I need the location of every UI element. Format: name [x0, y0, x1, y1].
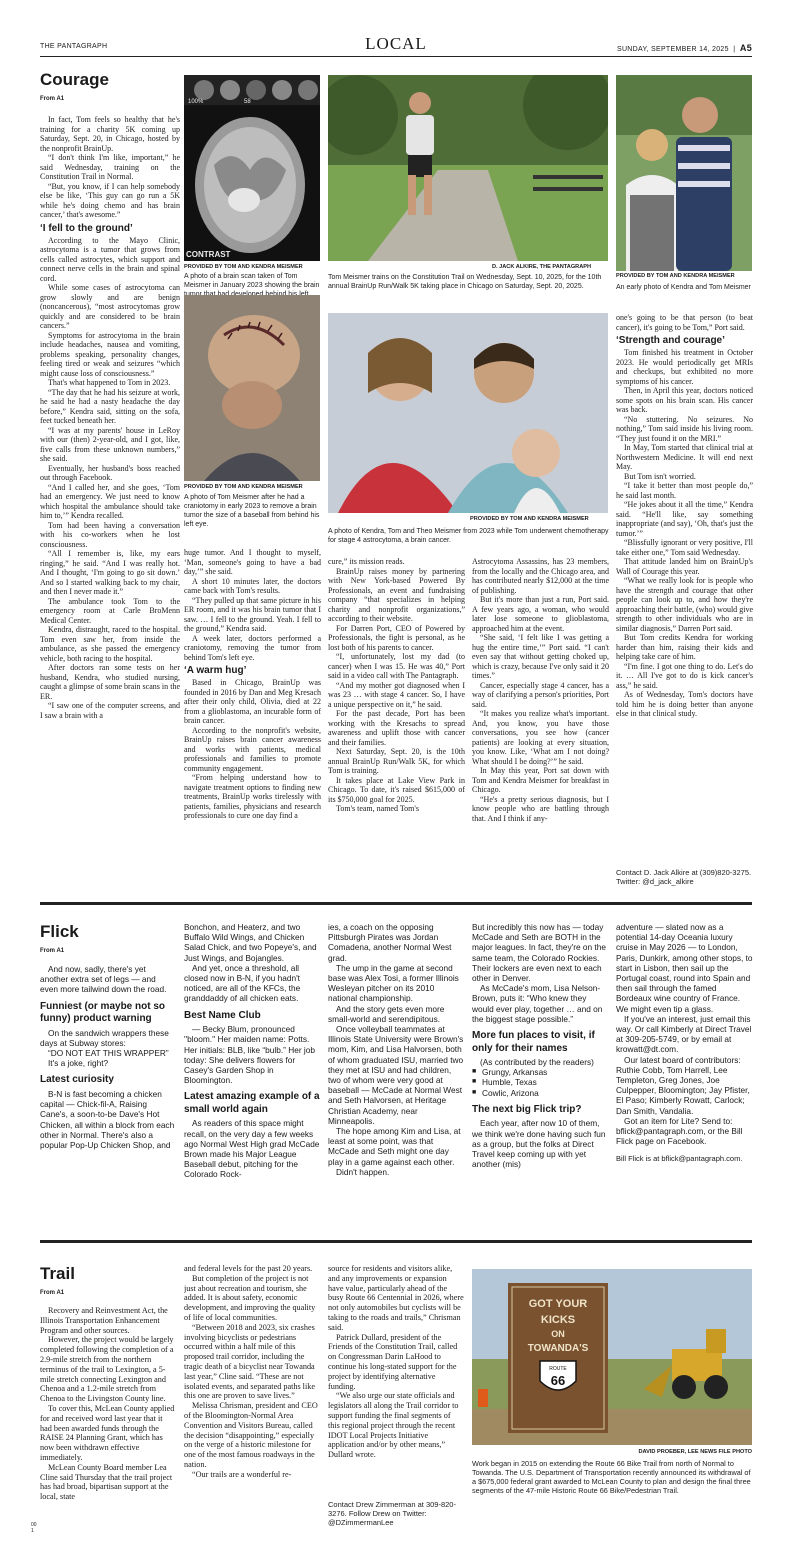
flick-col-2	[184, 922, 320, 1234]
paragraph: A short 10 minutes later, the doctors came back with Tom's results.	[184, 576, 321, 595]
courage-col-5	[616, 313, 753, 863]
paragraph: Tom's team, named Tom's	[336, 804, 419, 813]
paragraph: Astrocytoma Assassins, has 23 members, from the locally and the Chicago area, and has contributed nearly $12,000 at the time of publishing.	[472, 557, 609, 595]
paragraph: cure,” its mission reads.	[328, 557, 405, 566]
paragraph: — Becky Blum, pronounced ''bloom.'' Her maiden name: Potts. Her initials: BLB, like “bulb.” Her job today: She delivers flowers for Casey's Garden Shop in Bloomington.	[184, 1024, 315, 1086]
paragraph: “What we really look for is people who have the strength and courage that other people can look up to, and how they're approaching their battle, (who) would give strength to other individuals who are in similar diagnosis,” Darren Port said.	[616, 576, 753, 633]
paragraph: “She said, ‘I felt like I was getting a hug the entire time,’” Port said. “I can't even say that without getting choked up, which is crazy, because I've only said it 20 times.”	[472, 633, 609, 680]
surgery-photo	[184, 295, 320, 481]
paragraph: “We also urge our state officials and legislators all along the Trail corridor to support funding the final segments of this regional project through the recent IDOT Local Projects Initiative application and/or by other means,” Dullard wrote.	[328, 1391, 459, 1460]
paragraph: “I saw one of the computer screens, and I saw a brain with a	[40, 701, 180, 720]
photo-credit: DAVID PROEBER, LEE NEWS FILE PHOTO	[638, 1449, 752, 1455]
paragraph: “And I called her, and she goes, ‘Tom had an emergency. We just need to know which hospital the ambulance should take him to,’” Kendra recalled.	[40, 482, 180, 520]
courage-title: Courage	[40, 70, 109, 89]
sign-text: TOWANDA'S	[527, 1343, 589, 1354]
paragraph: “I'm fine. I got one thing to do. Let's do it. … All I've got to do is kick cancer's ass,” he said.	[616, 661, 753, 690]
paragraph: “Between 2018 and 2023, six crashes involving bicyclists or pedestrians occurred within a half mile of this proposed trail corridor, including the tragic death of a bicyclist near Towanda last year,” Cline said. “These are not isolated events, and separated paths like this one are proven to save lives.”	[184, 1322, 315, 1401]
paragraph: Then, in April this year, doctors noticed some spots on his brain scan. His cancer was back.	[616, 386, 753, 414]
paragraph: McLean County Board member Lea Cline said Thursday that the trail project has had broad, bipartisan support at the local, state	[40, 1462, 173, 1502]
scan-label: 100%	[188, 99, 204, 105]
paragraph: “No stuttering. No seizures. No nothing,” Tom said inside his living room. “They just found it on the MRI.”	[616, 414, 753, 443]
paragraph: The ambulance took Tom to the emergency room at Carle BroMenn Medical Center.	[40, 596, 180, 625]
subhead: ‘Strength and courage’	[616, 335, 725, 346]
trail-col-3	[328, 1264, 464, 1494]
photo-caption: Work began in 2015 on extending the Route 66 Bike Trail from north of Normal to Towanda. The U.S. Department of Transportation recently announced its withdrawal of a $675,000 federal grant awarded to McLean County to plan and design the final three segments of the 47-mile Historic Route 66 Bike/Pedestrian Trail.	[472, 1459, 751, 1495]
paragraph: one's going to be that person (to beat cancer), it's going to be Tom,” Port said.	[616, 313, 753, 332]
paragraph: If you've an interest, just email this way. Or call Kimberly at Direct Travel at 309-205-5749, or by email at krowatt@dt.com.	[616, 1013, 752, 1055]
paragraph: Didn't happen.	[336, 1166, 390, 1177]
paragraph: To cover this, McLean County applied for and received word last year that it had been awarded funds through the RAISE 24 Planning Grant, which has now been withdrawn effective immediately.	[40, 1403, 175, 1462]
paragraph: “They pulled up that same picture in his ER room, and it was his brain tumor that I saw. … I fell to the ground. Yeah. I fell to the ground,” Kendra said.	[184, 595, 321, 633]
paragraph: And the story gets even more small-world and serendipitous.	[328, 1003, 445, 1024]
paragraph: But completion of the project is not just about recreation and tourism, she added. It is about safety, economic development, and improving the quality of life of local communities.	[184, 1273, 316, 1322]
paragraph: Based in Chicago, BrainUp was founded in 2016 by Dan and Meg Kresach after their only child, Olivia, died at 22 from a glioblastoma, an incurable form of brain cancer.	[184, 678, 321, 725]
paragraph: Each year, after now 10 of them, we think we're done having such fun as a group, but the folks at Direct Travel keep coming up with yet another (mis)	[472, 1118, 606, 1170]
paragraph: After doctors ran some tests on her husband, Kendra, who studied nursing, caught a glimpse of some brain scans in the ER.	[40, 663, 180, 701]
sign-text: GOT YOUR	[528, 1298, 588, 1310]
paragraph: According to the Mayo Clinic, astrocytoma is a tumor that grows from cells called astrocytes, which support and connect nerve cells in the brain and spinal cord.	[40, 235, 180, 283]
subhead: More fun places to visit, if only for their names	[472, 1030, 595, 1054]
paragraph: But incredibly this now has — today McCade and Seth are BOTH in the major leagues. In fact, they're on the same team, the Colorado Rockies. Their lockers are even next to each other in Denver.	[472, 922, 606, 984]
places-list	[472, 1067, 608, 1098]
section-rule	[40, 1240, 752, 1243]
paragraph: The ump in the game at second base was Alex Tosi, a former Illinois Wesleyan pitcher on its 2010 national championship.	[328, 962, 459, 1004]
paragraph: For Darren Port, CEO of Powered by Professionals, the fight is personal, as he lost both of his parents to cancer.	[328, 623, 465, 652]
paragraph: “He's a pretty serious diagnosis, but I know people who are battling through that. And I think if any-	[472, 794, 609, 823]
paragraph: It takes place at Lake View Park in Chicago. To date, it's raised $615,000 of its $750,000 goal for 2025.	[328, 775, 465, 804]
paragraph: ies, a coach on the opposing Pittsburgh Pirates was Jordan Comadena, another Normal West grad.	[328, 922, 452, 963]
paragraph: That attitude landed him on BrainUp's Wall of Courage this year.	[616, 557, 753, 576]
paragraph: In May, Tom started that clinical trial at Northwestern Medicine. It will end next May.	[616, 443, 753, 471]
paragraph: As readers of this space might recall, on the very day a few weeks ago Normal West High grad McCade Brown made his Major League Baseball debut, pitching for the Colorado Rock-	[184, 1118, 320, 1180]
paragraph: “DO NOT EAT THIS WRAPPER”	[48, 1048, 169, 1059]
photo-credit: D. JACK ALKIRE, THE PANTAGRAPH	[492, 264, 592, 270]
list-item: ■ Grungy, Arkansas	[472, 1067, 608, 1077]
signoff: Bill Flick is at bflick@pantagraph.com.	[616, 1154, 743, 1164]
trail-title: Trail	[40, 1264, 75, 1283]
date-page: SUNDAY, SEPTEMBER 14, 2025 | A5	[616, 43, 752, 53]
paragraph: “I take it better than most people do,” he said last month.	[616, 481, 753, 500]
photo-caption: An early photo of Kendra and Tom Meismer	[616, 284, 751, 291]
subhead: The next big Flick trip?	[472, 1103, 582, 1115]
paragraph: Cancer, especially stage 4 cancer, has a way of clarifying a person's priorities, Port said.	[472, 680, 609, 709]
courage-from: From A1	[40, 96, 65, 102]
courage-col-2	[184, 548, 321, 888]
paragraph: adventure — slated now as a potential 14-day Oceania luxury cruise in May 2026 — to London, Paris, Dunkirk, among other stops, to start in Lisbon, then sail up the Portugal coast, round into Spain and then sail through the famed Bordeaux wine country of France. We might even tip a glass.	[616, 922, 753, 1014]
runner-photo	[328, 75, 608, 261]
paragraph: Bonchon, and Heaterz, and two Buffalo Wild Wings, and Chicken Salad Chick, and two Popeye's, and Just Wings, and Bojangles.	[184, 922, 317, 963]
trail-col-2	[184, 1264, 320, 1538]
paragraph: Once volleyball teammates at Illinois State University were Brown's mom, Kim, and Lisa Halvorsen, both of whom graduated ISU, married two they met at ISU and had children, two of whom were very good at baseball — McCade at Normal West and Seth Halvorsen, at Heritage Christian Academy, near Minneapolis.	[328, 1024, 464, 1126]
courage-col-1	[40, 115, 180, 885]
paragraph: That's what happened to Tom in 2023.	[48, 378, 171, 387]
couple-photo	[616, 75, 752, 271]
sign-text: ON	[551, 1329, 565, 1339]
family-photo	[328, 313, 608, 513]
paragraph: While some cases of astrocytoma can grow slowly and are benign (noncancerous), “most astrocytomas grow quickly and are considered to be brain cancers.”	[40, 283, 180, 330]
paragraph: In fact, Tom feels so healthy that he's training for a charity 5K coming up Saturday, Sept. 20, in Chicago, hosted by the nonprofit BrainUp.	[40, 115, 180, 153]
courage-col-4	[472, 557, 609, 889]
subhead: Latest amazing example of a small world again	[184, 1091, 320, 1115]
photo-credit: PROVIDED BY TOM AND KENDRA MEISMER	[470, 516, 589, 522]
list-item: ■ Humble, Texas	[472, 1077, 608, 1087]
route66-photo	[472, 1269, 752, 1445]
paragraph: Next Saturday, Sept. 20, is the 10th annual BrainUp Run/Walk 5K, for which Tom is training.	[328, 747, 465, 775]
trail-from: From A1	[40, 1290, 65, 1296]
courage-contact: Contact D. Jack Alkire at (309)820-3275. Twitter: @d_jack_alkire	[616, 868, 752, 886]
paragraph: But Tom credits Kendra for working harder than him, raising their kids and helping take care of him.	[616, 633, 753, 661]
subhead: Latest curiosity	[40, 1074, 114, 1086]
list-item: ■ Cowlic, Arizona	[472, 1088, 608, 1098]
paragraph: The hope among Kim and Lisa, at least at some point, was that McCade and Seth might one day play in a game against each other.	[328, 1126, 461, 1167]
photo-caption: A photo of Tom Meismer after he had a craniotomy in early 2023 to remove a brain tumor the size of a baseball from behind his left eye.	[184, 494, 320, 528]
scan-label: CONTRAST	[186, 250, 231, 259]
paragraph: For the past decade, Port has been working with the Kresachs to spread awareness and uplift those with cancer and their families.	[328, 709, 465, 747]
flick-title: Flick	[40, 922, 79, 941]
paper-name: THE PANTAGRAPH	[40, 43, 108, 50]
paragraph: Symptoms for astrocytoma in the brain include headaches, nausea and vomiting, problems speaking, personality changes, feeling tired or weak and seizures “which might cause loss of consciousness.”	[40, 330, 180, 378]
paragraph: Tom had been having a conversation with his co-workers when he lost consciousness.	[40, 520, 180, 549]
photo-caption: Tom Meismer trains on the Constitution Trail on Wednesday, Sept. 10, 2025, for the 10th annual BrainUp Run/Walk 5K taking place in Chicago on Saturday, Sept. 20, 2025.	[328, 274, 602, 290]
page-number: A5	[739, 43, 752, 53]
paragraph: According to the nonprofit's website, BrainUp raises brain cancer awareness and works with patients, medical professionals and families to promote community engagement.	[184, 725, 321, 773]
paragraph: Our latest board of contributors: Ruthie Cobb, Tom Harrell, Lee Templeton, Greg Jones, Joe Culpepper, Bloomington; Jay Pfister, El Paso; Kimberly Rowatt, Carlock; Dan Smith, Vandalia.	[616, 1054, 750, 1116]
paragraph: “But, you know, if I can help somebody else be like, ‘This guy can go run a 5K while he's doing chemo and has brain cancer,’ that's awesome.”	[40, 181, 180, 219]
subhead: Funniest (or maybe not so funny) product warning	[40, 1000, 166, 1025]
paragraph: source for residents and visitors alike, and any improvements or expansion have value, particularly ahead of the busy Route 66 Centennial in 2026, where not only automobiles but cyclists will be taking to the roads and trails,” Chrisman said.	[328, 1264, 464, 1332]
sign-text: KICKS	[540, 1314, 576, 1326]
paragraph: “It makes you realize what's important. And, you know, you have those conversations, you see how (cancer patients) are looking at every situation, you know. Like, ‘What am I not doing? What should I be doing?’” he said.	[472, 709, 609, 766]
brain-scan-photo	[184, 75, 320, 261]
paragraph: “From helping understand how to navigate treatment options to finding new treatments, BrainUp works tirelessly with patients, families, physicians and research professionals to cure one day find a	[184, 773, 321, 820]
courage-col-3	[328, 557, 465, 889]
section-title: LOCAL	[365, 34, 427, 53]
page-date: SUNDAY, SEPTEMBER 14, 2025	[616, 46, 729, 53]
paragraph: But it's more than just a run, Port said. A few years ago, a woman, who would later lose someone to glioblastoma, approached him at the event.	[472, 595, 609, 633]
paragraph: Kendra, distraught, raced to the hospital. Tom even saw her, from inside the ambulance, as she passed the emergency vehicle, both racing to the hospital.	[40, 625, 180, 663]
paragraph: Eventually, her husband's boss reached out through Facebook.	[40, 463, 180, 482]
scan-label: 58	[244, 99, 251, 105]
paragraph: But Tom isn't worried.	[624, 471, 696, 481]
paragraph: “He jokes about it all the time,” Kendra said. “He'll like, say something inappropriate (and say), ‘Oh, that's just the tumor.’”	[616, 500, 753, 538]
paragraph: “Blissfully ignorant or very positive, I'll take either one,” Tom said Wednesday.	[616, 538, 753, 557]
flick-col-3	[328, 922, 464, 1234]
paragraph: Got an item for Lite? Send to: bflick@pantagraph.com, or the Bill Flick page on Facebook.	[616, 1115, 743, 1147]
paragraph: As of Wednesday, Tom's doctors have told him he is doing better than anyone else in that clinical study.	[616, 690, 753, 718]
flick-from: From A1	[40, 948, 65, 954]
photo-credit: PROVIDED BY TOM AND KENDRA MEISMER	[616, 273, 735, 279]
paragraph: B-N is fast becoming a chicken capital — Chick-fil-A, Raising Cane's, a soon-to-be Dave's Hot Chicken, all within a block from each other in Normal. There's also a popular Pop-Up Chicken Shop, and	[40, 1088, 175, 1150]
paragraph: and federal levels for the past 20 years.	[184, 1264, 313, 1273]
photo-caption: A photo of a brain scan taken of Tom Meismer in January 2023 showing the brain	[184, 273, 320, 289]
photo-caption: A photo of Kendra, Tom and Theo Meismer from 2023 while Tom underwent chemotherapy for stage 4 astrocytoma, a brain cancer.	[328, 528, 609, 544]
paragraph: “I don't think I'm like, important,” he said Wednesday, training on the Constitution Trail in Normal.	[40, 153, 180, 181]
route-shield-number: 66	[550, 1373, 566, 1388]
paragraph: “I was at my parents' house in LeRoy with our (then) 2-year-old, and I got, like, five calls from these unknown numbers,” she said.	[40, 425, 180, 463]
paragraph: (As contributed by the readers)	[480, 1057, 594, 1068]
paragraph: “All I remember is, like, my ears ringing,” he said. “And I was really hot. And I thought, ‘I'm going to go sit down.’ And so I started walking back to my chair, and then I never made it.”	[40, 549, 180, 596]
paragraph: “And my mother got diagnosed when I was 23 … with stage 4 cancer. So, I have a unique perspective on it,” he said.	[328, 680, 465, 709]
paragraph: And now, sadly, there's yet another extra set of legs — and even more tailwind down the road.	[40, 964, 167, 995]
paragraph: As McCade's mom, Lisa Nelson-Brown, puts it: “Who knew they would ever play, together … and on the biggest stage possible.”	[472, 983, 603, 1024]
paragraph: However, the project would be largely completed following the completion of a 2.9-mile stretch from the northern terminus of the trail to Lexington, a 5-mile stretch connecting Lexington and Chenoa and a 1.2-mile stretch from Chenoa to the Livingston County line.	[40, 1335, 174, 1404]
paragraph: “The day that he had his seizure at work, he said he had a nasty headache the day before,” Kendra said, sitting on the sofa, feet tucked beneath her.	[40, 387, 180, 425]
paragraph: Melissa Chrisman, president and CEO of the Bloomington-Normal Area Convention and Visitors Bureau, called the decision “disappointing,” especially on the verge of a historic milestone for one of the most famous roadways in the nation.	[184, 1401, 318, 1469]
subhead: ‘I fell to the ground’	[40, 222, 133, 234]
paragraph: In May this year, Port sat down with Tom and Kendra Meismer for breakfast in Chicago.	[472, 766, 609, 794]
trail-col-1	[40, 1306, 176, 1538]
flick-col-5	[616, 922, 753, 1234]
flick-col-4	[472, 922, 608, 1234]
paragraph: On the sandwich wrappers these days at Subway stores:	[40, 1027, 169, 1048]
paragraph: Recovery and Reinvestment Act, the Illinois Transportation Enhancement Program and other sources.	[40, 1306, 168, 1335]
subhead: Best Name Club	[184, 1009, 261, 1021]
photo-credit: PROVIDED BY TOM AND KENDRA MEISMER	[184, 484, 303, 490]
flick-col-1	[40, 964, 176, 1234]
paragraph: Patrick Dullard, president of the Friends of the Constitution Trail, called on Congressman Darin LaHood to continue his long-stated support for the project by identifying alternative funding.	[328, 1332, 458, 1391]
paragraph: Tom finished his treatment in October 2023. He would periodically get MRIs and checkups, but exhibited no more symptoms of his cancer.	[616, 348, 753, 386]
paragraph: “I, unfortunately, lost my dad (to cancer) when I was 15. He was 40,” Port said in a video call with The Pantagraph.	[328, 652, 465, 680]
paragraph: huge tumor. And I thought to myself, ‘Man, someone's going to have a bad day,’” she said.	[184, 548, 321, 576]
section-rule	[40, 902, 752, 905]
paragraph: BrainUp raises money by partnering with New York-based Powered By Professionals, an event and fundraising company “that specializes in helping charity and nonprofit organizations,” according to their website.	[328, 566, 465, 623]
paragraph: And yet, once a threshold, all closed now in B-N, if you hadn't noticed, are all of the KFCs, the granddaddy of all chicken eats.	[184, 962, 301, 1004]
margin-note: 00 1	[31, 1522, 37, 1534]
route-shield-top: ROUTE	[549, 1366, 567, 1372]
subhead: ‘A warm hug’	[184, 665, 247, 676]
photo-credit: PROVIDED BY TOM AND KENDRA MEISMER	[184, 264, 303, 270]
paragraph: “Our trails are a wonderful re-	[192, 1469, 292, 1479]
paragraph: It's a joke, right?	[48, 1058, 109, 1069]
trail-contact: Contact Drew Zimmerman at 309-820-3276. Follow Drew on Twitter: @DZimmermanLee	[328, 1500, 456, 1527]
header-rule	[40, 56, 752, 57]
paragraph: A week later, doctors performed a craniotomy, removing the tumor from behind Tom's left eye.	[184, 633, 321, 662]
